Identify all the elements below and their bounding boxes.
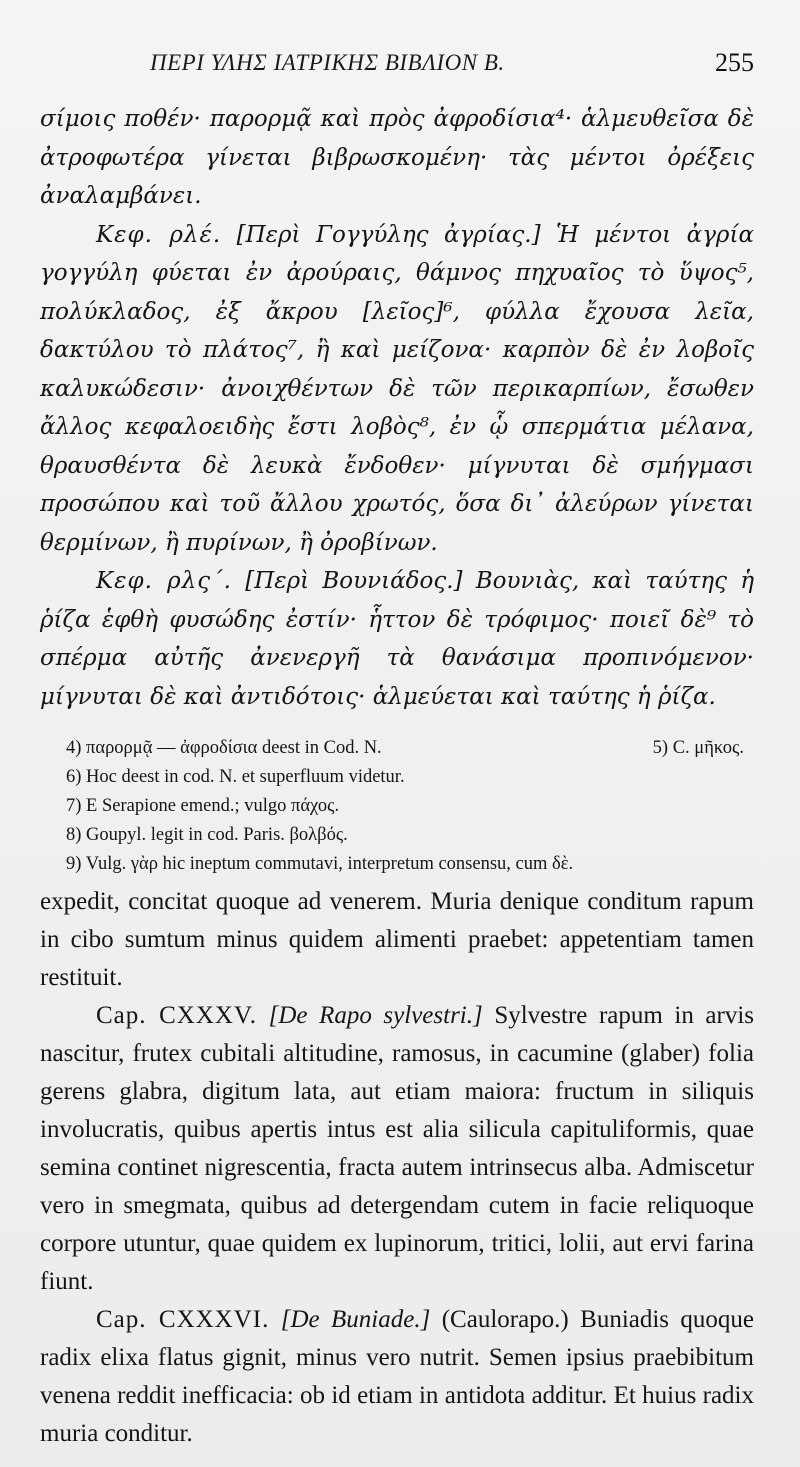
greek-chapter-title-135: [Περὶ Γογγύλης ἀγρίας.] [236, 221, 541, 248]
latin-paragraph-1: expedit, concitat quoque ad venerem. Muria denique conditum rapum in cibo sumtum minus quidem alimenti praebet: appetentiam tamen restituit. [40, 888, 754, 991]
greek-chapter-body-135: Ἡ μέντοι ἀγρία γογγύλη φύεται ἐν ἀρούραις, θάμνος πηχυαῖος τὸ ὕψος⁵, πολύκλαδος, ἐξ ἄκρου [λεῖος]⁶, φύλλα ἔχουσα λεῖα, δακτύλου τὸ πλάτος⁷, ἢ καὶ μείζονα· καρπὸν δὲ ἐν λοβοῖς καλυκώδεσιν· ἀνοιχθέντων δὲ τῶν περικαρπίων, ἔσωθεν ἄλλος κεφαλοειδὴς ἔστι λοβὸς⁸, ἐν ᾧ σπερμάτια μέλανα, θραυσθέντα δὲ λευκὰ ἔνδοθεν· μίγνυται δὲ σμήγμασι προσώπου καὶ τοῦ ἄλλου χρωτός, ὅσα δι᾽ ἀλεύρων γίνεται θερμίνων, ἢ πυρίνων, ἢ ὀροβίνων. [40, 221, 755, 556]
greek-chapter-number-135: Κεφ. ρλέ. [96, 221, 222, 248]
page-header [40, 30, 754, 88]
latin-paragraph-2 [40, 997, 754, 1301]
footnote-8: 8) Goupyl. legit in cod. Paris. βολβός. [66, 825, 348, 845]
greek-chapter-title-136: [Περὶ Βουνιάδος.] [245, 568, 463, 594]
footnote-7: 7) E Serapione emend.; vulgo πάχος. [66, 796, 340, 816]
greek-paragraph-2 [40, 216, 754, 563]
latin-chapter-title-135: [De Rapo sylvestri.] [268, 1002, 483, 1029]
footnotes [40, 734, 754, 879]
greek-paragraph-3 [40, 562, 754, 716]
footnote-9: 9) Vulg. γὰρ hic ineptum commutavi, interpretum consensu, cum δὲ. [66, 854, 574, 874]
page-number: 255 [715, 48, 754, 77]
latin-chapter-body-136: (Caulorapo.) Buniadis quoque radix elixa flatus gignit, minus vero nutrit. Semen ipsius praebibitum venena reddit inefficacia: ob id etiam in antidota additur. Et huius radix muria conditur. [40, 1306, 755, 1447]
footnote-5: 5) C. μῆκος. [652, 738, 744, 758]
latin-paragraph-3 [40, 1301, 754, 1453]
footnote-6: 6) Hoc deest in cod. N. et superfluum videtur. [66, 767, 405, 787]
greek-chapter-number-136: Κεφ. ρλς΄. [96, 568, 232, 594]
footnote-4: 4) παρορμᾷ — ἀφροδίσια deest in Cod. N. [66, 738, 382, 758]
latin-text [40, 883, 754, 1453]
latin-chapter-title-136: [De Buniade.] [280, 1306, 431, 1333]
greek-text [40, 100, 754, 716]
latin-chapter-number-136: Cap. CXXXVI. [96, 1306, 270, 1333]
greek-chapter-body-136: Βουνιὰς, καὶ ταύτης ἡ ῥίζα ἑφθὴ φυσώδης ἐστίν· ἧττον δὲ τρόφιμος· ποιεῖ δὲ⁹ τὸ σπέρμα αὐτῆς ἀνενεργῆ τὰ θανάσιμα προπινόμενον· μίγνυται δὲ καὶ ἀντιδότοις· ἁλμεύεται καὶ ταύτης ἡ ῥίζα. [40, 568, 754, 710]
running-title: ΠΕΡΙ ΥΛΗΣ ΙΑΤΡΙΚΗΣ ΒΙΒΛΙΟΝ Β. [150, 50, 505, 75]
latin-chapter-body-135: Sylvestre rapum in arvis nascitur, frutex cubitali altitudine, ramosus, in cacumine (glaber) folia gerens glabra, digitum lata, aut etiam maiora: fructum in siliquis involucratis, quibus apertis intus est alia silicula capituliformis, quae semina continet nigrescentia, fracta autem intrinsecus alba. Admiscetur vero in smegmata, quibus ad detergendam cutem in facie reliquoque corpore utuntur, quae quidem ex lupinorum, tritici, lolii, aut ervi farina fiunt. [40, 1002, 755, 1295]
latin-chapter-number-135: Cap. CXXXV. [96, 1002, 258, 1029]
greek-paragraph-1: σίμοις ποθέν· παρορμᾷ καὶ πρὸς ἀφροδίσια⁴· ἁλμευθεῖσα δὲ ἀτροφωτέρα γίνεται βιβρωσκομένη· τὰς μέντοι ὀρέξεις ἀναλαμβάνει. [40, 106, 754, 209]
